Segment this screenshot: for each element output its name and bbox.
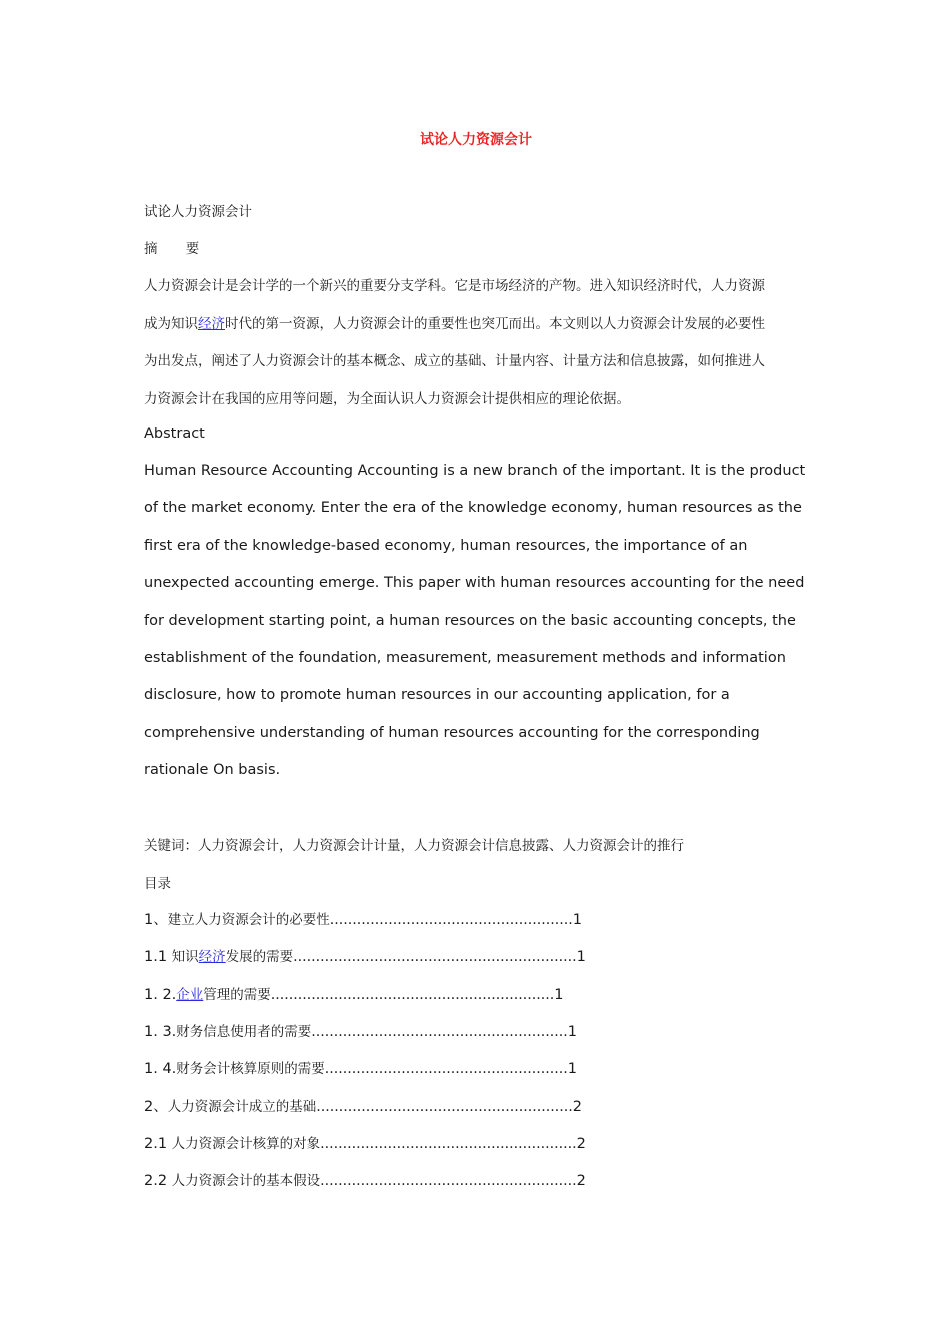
- document-title: 试论人力资源会计: [420, 132, 532, 148]
- toc-text: 人力资源会计的基本假设: [171, 1173, 321, 1190]
- toc-number: 1. 4.: [144, 1061, 177, 1078]
- inline-link[interactable]: 经济: [198, 315, 225, 332]
- toc-leader-dots: …………………………………………………: [320, 1135, 577, 1152]
- abstract-cn-line: [144, 315, 765, 333]
- toc-entry[interactable]: [144, 1172, 586, 1190]
- text-run: 成为知识: [144, 315, 198, 332]
- toc-number: 1.1: [144, 949, 172, 966]
- toc-text: 知识: [171, 949, 199, 966]
- abstract-cn-line: [144, 352, 765, 370]
- abstract-en-line: comprehensive understanding of human resources accounting for the corresponding: [144, 724, 760, 741]
- abstract-en-line: first era of the knowledge-based economy, human resources, the importance of an: [144, 537, 748, 554]
- text-run: 人力资源会计是会计学的一个新兴的重要分支学科。它是市场经济的产物。进入知识经济时代，人力资源: [144, 278, 765, 294]
- toc-leader-dots: ………………………………………………: [329, 912, 573, 928]
- toc-link[interactable]: 经济: [198, 949, 226, 966]
- toc-text: 建立人力资源会计的必要性: [167, 912, 330, 928]
- abstract-en-line: Human Resource Accounting Accounting is a new branch of the important. It is the product: [144, 463, 806, 479]
- text-run: 力资源会计在我国的应用等问题，为全面认识人力资源会计提供相应的理论依据。: [144, 390, 630, 407]
- toc-number: 1. 2.: [144, 986, 177, 1003]
- toc-entry[interactable]: [144, 911, 582, 929]
- toc-link[interactable]: 企业: [176, 986, 204, 1003]
- abstract-heading: 摘 要: [144, 241, 212, 257]
- toc-leader-dots: ………………………………………………: [324, 1061, 568, 1078]
- abstract-en-line: unexpected accounting emerge. This paper with human resources accounting for the need: [144, 575, 805, 592]
- abstract-en-line: of the market economy. Enter the era of the knowledge economy, human resources as the: [144, 500, 802, 517]
- subtitle: 试论人力资源会计: [144, 204, 252, 220]
- toc-heading: 目录: [144, 876, 171, 892]
- toc-number: 1. 3.: [144, 1023, 177, 1040]
- toc-leader-dots: …………………………………………………: [311, 1023, 568, 1040]
- toc-number: 1、: [144, 912, 168, 928]
- toc-entry[interactable]: [144, 1135, 586, 1153]
- toc-leader-dots: ………………………………………………………: [293, 949, 577, 966]
- keywords: 关键词：人力资源会计，人力资源会计计量，人力资源会计信息披露、人力资源会计的推行: [144, 838, 684, 854]
- toc-page-number: 2: [576, 1135, 586, 1152]
- abstract-en-line: rationale On basis.: [144, 762, 281, 779]
- toc-text: 人力资源会计成立的基础: [167, 1098, 317, 1115]
- toc-text: 财务会计核算原则的需要: [176, 1061, 325, 1078]
- toc-page-number: 1: [567, 1061, 578, 1078]
- toc-number: 2.1: [144, 1135, 172, 1152]
- toc-text: 人力资源会计核算的对象: [171, 1135, 321, 1152]
- toc-leader-dots: …………………………………………………: [316, 1098, 573, 1115]
- toc-page-number: 1: [567, 1023, 578, 1040]
- toc-entry[interactable]: [144, 1060, 577, 1078]
- toc-entry[interactable]: [144, 1023, 577, 1041]
- toc-text: 管理的需要: [203, 986, 271, 1003]
- toc-text: 财务信息使用者的需要: [176, 1023, 312, 1040]
- toc-page-number: 1: [572, 912, 582, 928]
- toc-entry[interactable]: [144, 986, 564, 1004]
- toc-leader-dots: ………………………………………………………: [270, 986, 555, 1003]
- abstract-en-line: for development starting point, a human resources on the basic accounting concepts, the: [144, 612, 796, 629]
- toc-page-number: 1: [576, 949, 586, 966]
- toc-number: 2.2: [144, 1173, 172, 1190]
- abstract-cn-line: [144, 277, 765, 295]
- toc-text: 发展的需要: [225, 949, 294, 966]
- toc-page-number: 1: [554, 986, 564, 1003]
- toc-entry[interactable]: [144, 948, 586, 966]
- text-run: 时代的第一资源，人力资源会计的重要性也突兀而出。本文则以人力资源会计发展的必要性: [225, 315, 765, 332]
- toc-leader-dots: …………………………………………………: [320, 1173, 577, 1190]
- toc-entry[interactable]: [144, 1098, 582, 1116]
- toc-page-number: 2: [572, 1098, 582, 1115]
- toc-page-number: 2: [576, 1173, 586, 1190]
- abstract-en-line: establishment of the foundation, measurement, measurement methods and information: [144, 650, 786, 666]
- text-run: 为出发点，阐述了人力资源会计的基本概念、成立的基础、计量内容、计量方法和信息披露，如何推进人: [144, 353, 765, 369]
- abstract-cn-line: [144, 390, 630, 408]
- toc-number: 2、: [144, 1098, 168, 1115]
- abstract-en-line: disclosure, how to promote human resources in our accounting application, for a: [144, 687, 730, 704]
- abstract-en-heading: Abstract: [144, 426, 205, 442]
